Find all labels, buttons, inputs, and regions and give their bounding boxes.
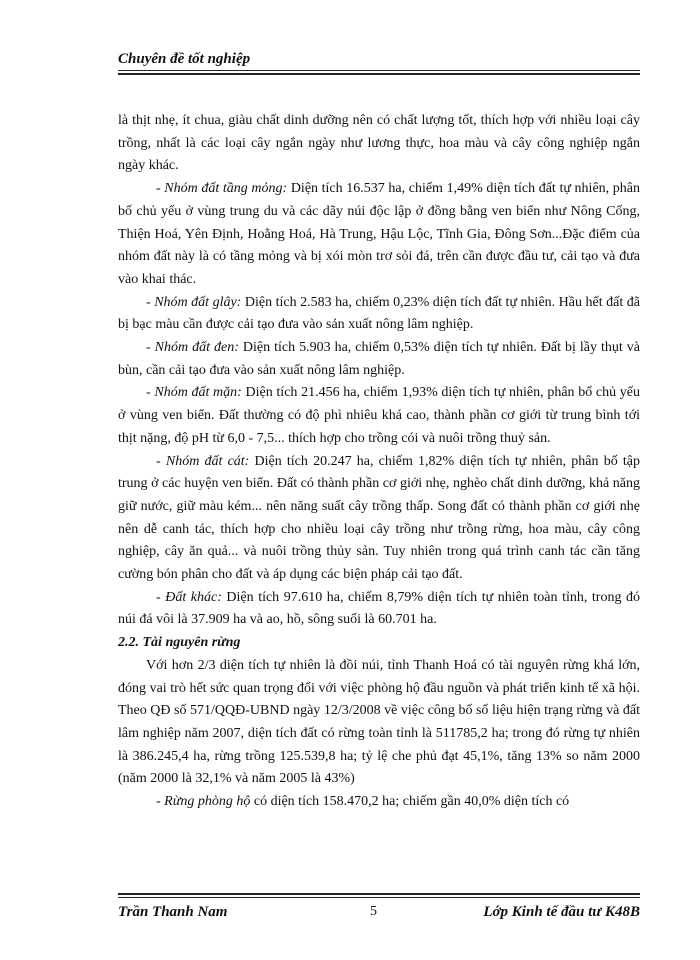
dash: - [156, 453, 166, 469]
text-saline-soil: Diện tích 21.456 ha, chiếm 1,93% diện tích tự nhiên, phân bố chủ yếu ở vùng ven biển. Đất thường có độ phì nhiêu khá cao, thành phần cơ giới từ trung bình tới thịt nặng, độ pH từ 6,0 - 7,5... thích hợp cho trồng cói và nuôi trồng thuỷ sản. [118, 385, 641, 446]
dash: - [156, 589, 166, 605]
paragraph-forest-resources: Với hơn 2/3 diện tích tự nhiên là đồi núi, tỉnh Thanh Hoá có tài nguyên rừng khá lớn, đóng vai trò hết sức quan trọng đối với việc phòng hộ đầu nguồn và phát triển kinh tế xã hội. Theo QĐ số 571/QQĐ-UBND ngày 12/3/2008 về việc công bố số liệu hiện trạng rừng và đất lâm nghiệp năm 2007, diện tích đất có rừng toàn tỉnh là 511785,2 ha; trong đó rừng tự nhiên là 386.245,4 ha, rừng trồng 125.539,8 ha; tỷ lệ che phủ đạt 45,1%, tăng 13% so năm 2000 (năm 2000 là 32,1% và năm 2005 là 43%) [118, 657, 640, 787]
term-other-land: Đất khác: [165, 589, 222, 605]
term-black-soil: Nhóm đất đen: [154, 340, 239, 356]
dash: - [156, 181, 165, 197]
page-footer [118, 893, 640, 923]
dash: - [156, 794, 165, 810]
paragraph-thin-soil [118, 178, 640, 292]
dash: - [146, 385, 155, 401]
page-number: 5 [370, 904, 377, 919]
text-protection-forest: có diện tích 158.470,2 ha; chiếm gần 40,0% diện tích có [250, 794, 570, 810]
text-sandy-soil: Diện tích 20.247 ha, chiếm 1,82% diện tích tự nhiên, phân bố tập trung ở các huyện ven biển. Đất có thành phần cơ giới nhẹ, nghèo chất dinh dưỡng, khả năng giữ nước, giữ màu kém... nên năng suất cây trồng thấp. Song đất có thành phần cơ giới nhẹ nên dễ canh tác, thích hợp cho nhiều loại cây trồng như trồng rừng, hoa màu, cây công nghiệp, cây ăn quả... và nuôi trồng thủy sản. Tuy nhiên trong quá trình canh tác cần tăng cường bón phân cho đất và áp dụng các biện pháp cải tạo đất. [118, 453, 640, 583]
section-heading-forest: 2.2. Tài nguyên rừng [118, 635, 241, 651]
paragraph-black-soil [118, 337, 640, 382]
footer-rule-thin [118, 897, 640, 898]
text-black-soil: Diện tích 5.903 ha, chiếm 0,53% diện tích tự nhiên. Đất bị lầy thụt và bùn, cần cải tạo đưa vào sản xuất nông lâm nghiệp. [118, 340, 641, 378]
term-sandy-soil: Nhóm đất cát: [165, 453, 250, 469]
paragraph-gley-soil [118, 292, 640, 337]
text-thin-soil: Diện tích 16.537 ha, chiếm 1,49% diện tích đất tự nhiên, phân bố chủ yếu ở vùng trung du và các dãy núi độc lập ở đồng bằng ven biển như Nông Cống, Thiện Hoá, Yên Định, Hoằng Hoá, Hà Trung, Hậu Lộc, Tĩnh Gia, Đông Sơn...Đặc điểm của nhóm đất này là có tầng mỏng và bị xói mòn trơ sỏi đá, trên cần được đầu tư, cải tạo và đưa vào khai thác. [118, 181, 640, 287]
paragraph-other-land [118, 587, 640, 632]
paragraph-saline-soil [118, 382, 640, 450]
term-protection-forest: Rừng phòng hộ [164, 794, 251, 810]
term-gley-soil: Nhóm đất glây: [154, 294, 242, 310]
header-rule-thin [118, 70, 640, 71]
page-body [118, 110, 640, 814]
text-gley-soil: Diện tích 2.583 ha, chiếm 0,23% diện tích đất tự nhiên. Hầu hết đất đã bị bạc màu cần được cải tạo đưa vào sản xuất nông lâm nghiệp. [118, 294, 640, 333]
paragraph-sandy-soil [118, 451, 640, 587]
term-saline-soil: Nhóm đất mặn: [154, 385, 242, 401]
footer-class: Lớp Kinh tế đầu tư K48B [483, 904, 640, 920]
paragraph-protection-forest [118, 791, 640, 814]
term-thin-soil: Nhóm đất tầng mỏng: [164, 181, 288, 197]
dash: - [146, 294, 155, 310]
dash: - [146, 340, 155, 356]
footer-author: Trần Thanh Nam [118, 904, 228, 920]
page-header [118, 50, 640, 68]
header-rule-thick [118, 73, 640, 75]
footer-rule-thick [118, 893, 640, 895]
text-other-land: Diện tích 97.610 ha, chiếm 8,79% diện tích tự nhiên toàn tỉnh, trong đó núi đá vôi là 37.909 ha và ao, hồ, sông suối là 60.701 ha. [118, 589, 641, 628]
header-title: Chuyên đề tốt nghiệp [118, 51, 251, 67]
paragraph-soil-continued: là thịt nhẹ, ít chua, giàu chất dinh dưỡng nên có chất lượng tốt, thích hợp với nhiều loại cây trồng, nhất là các loại cây ngắn ngày như lương thực, hoa màu và cây công nghiệp ngắn ngày khác. [118, 113, 640, 174]
